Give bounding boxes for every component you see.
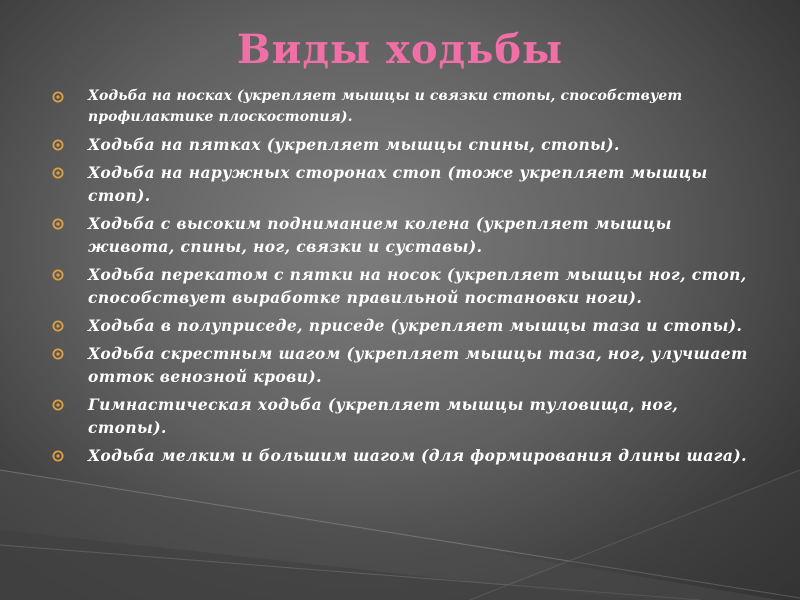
list-item-text: Ходьба перекатом с пятки на носок (укрепляет мышцы ног, стоп, способствует выработке правильной постановки ноги).: [88, 265, 747, 307]
list-item: [52, 161, 752, 207]
list-item: [52, 314, 752, 337]
list-item: [52, 342, 752, 388]
list-item-text: Ходьба на наружных сторонах стоп (тоже укрепляет мышцы стоп).: [88, 163, 708, 205]
target-circle-icon: [52, 269, 64, 281]
list-item-text: Ходьба в полуприседе, приседе (укрепляет мышцы таза и стопы).: [88, 316, 743, 335]
list-item: [52, 444, 752, 467]
list-item-text: Ходьба на носках (укрепляет мышцы и связки стопы, способствует профилактике плоскостопия).: [88, 88, 683, 125]
target-circle-icon: [52, 399, 64, 411]
target-circle-icon: [52, 218, 64, 230]
target-circle-icon: [52, 348, 64, 360]
list-item-text: Ходьба мелким и большим шагом (для формирования длины шага).: [88, 446, 747, 465]
target-circle-icon: [52, 139, 64, 151]
list-item-text: Ходьба скрестным шагом (укрепляет мышцы таза, ног, улучшает отток венозной крови).: [88, 344, 748, 386]
list-item: [52, 393, 752, 439]
target-circle-icon: [52, 320, 64, 332]
list-item-text: Гимнастическая ходьба (укрепляет мышцы туловища, ног, стопы).: [88, 395, 679, 437]
target-circle-icon: [52, 450, 64, 462]
slide-title: Виды ходьбы: [236, 26, 564, 73]
target-circle-icon: [52, 167, 64, 179]
list-item: [52, 133, 752, 156]
bullet-list: [52, 86, 752, 472]
list-item-text: Ходьба на пятках (укрепляет мышцы спины, стопы).: [88, 135, 620, 154]
target-circle-icon: [52, 91, 64, 103]
list-item: [52, 86, 752, 128]
list-item: [52, 263, 752, 309]
list-item-text: Ходьба с высоким подниманием колена (укрепляет мышцы живота, спины, ног, связки и суставы).: [88, 214, 672, 256]
list-item: [52, 212, 752, 258]
